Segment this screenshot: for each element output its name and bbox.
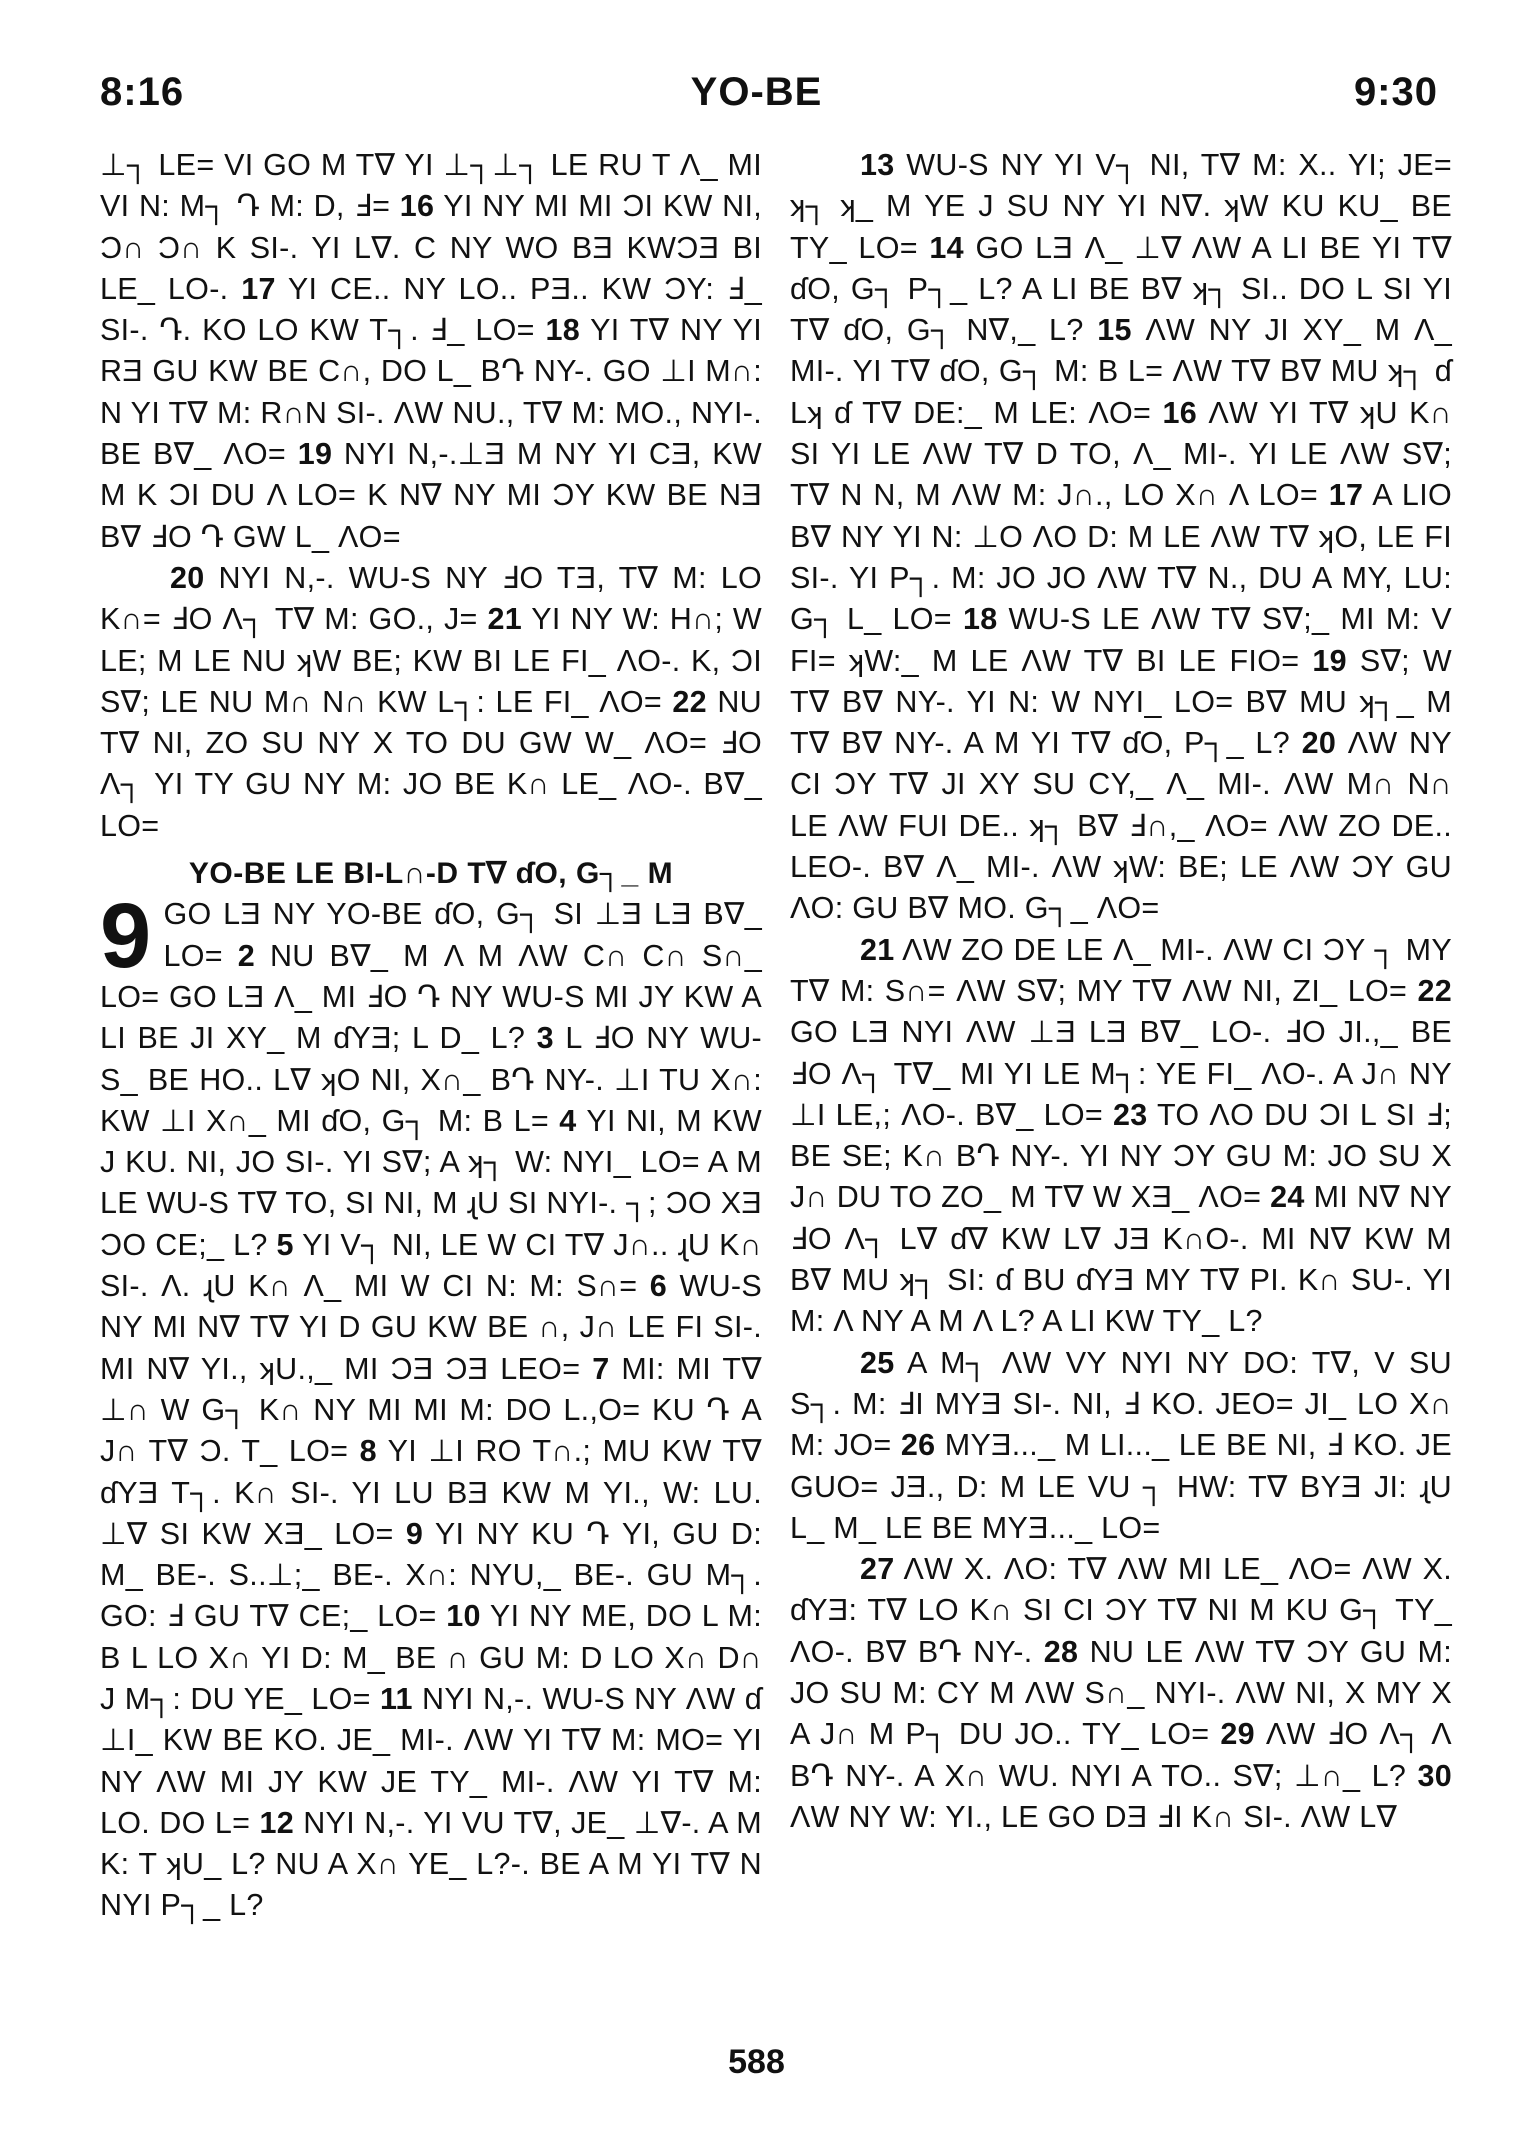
verse-text: ΛW YI T∇ ʞU K∩ SI YI LE ΛW T∇ D TO, Λ_ MI-. YI LE ΛW S∇; T∇ N N, M ΛW M: J∩., LO X∩ Λ LO= [790, 395, 1453, 513]
verse-number: 21 [487, 602, 522, 637]
verse-number: 7 [592, 1351, 610, 1386]
verse-text: YI CE.. NY LO.. PƎ.. KW ƆY: Ⅎ_ SI-. Դ. KO LO KW T┐. Ⅎ_ LO= [100, 271, 762, 348]
paragraph [790, 1549, 1452, 1838]
verse-number: 8 [359, 1434, 377, 1469]
verse-number: 15 [1097, 313, 1132, 348]
verse-number: 2 [237, 938, 256, 973]
verse-text: YI NY MI MI ƆI KW NI, Ɔ∩ Ɔ∩ K SI-. YI L∇. C NY WO BƎ KWƆƎ BI LE_ LO-. [100, 189, 762, 306]
chapter-number: 9 [100, 885, 152, 988]
verse-text: ΛW NY JI XY_ M Λ_ MI-. YI T∇ ɗO, G┐ M: B L= ΛW T∇ B∇ MU ʞ┐ ɗ Lʞ ɗ T∇ DE:_ M LE: ΛO= [790, 313, 1452, 430]
left-column [100, 145, 762, 1927]
right-column [790, 145, 1452, 1838]
verse-text: ΛW ℲO Λ┐ Λ BԴ NY-. A X∩ WU. NYI A TO.. S∇; ⊥∩_ L? [790, 1717, 1452, 1793]
verse-text: NU T∇ NI, ZO SU NY X TO DU GW W_ ΛO= ℲO Λ┐ YI TY GU NY M: JO BE K∩ LE_ ΛO-. B∇_ LO= [100, 684, 762, 843]
verse-number: 16 [1162, 395, 1198, 430]
section-heading: YO-BE LE BI-L∩-D T∇ ɗO, G┐_ M [188, 857, 674, 891]
verse-text: ΛW NY CI ƆY T∇ JI XY SU CY,_ Λ_ MI-. ΛW M∩ N∩ LE ΛW FUI DE.. ʞ┐ B∇ Ⅎ∩,_ ΛO= ΛW ZO DE.. LEO-. B∇ Λ_ MI-. ΛW ʞW: BE; LE ΛW ƆY GU ΛO: GU B∇ MO. G┐_ ΛO= [790, 726, 1452, 926]
verse-number: 18 [545, 313, 581, 348]
verse-text: GO LƎ NYI ΛW ⊥Ǝ LƎ B∇_ LO-. ℲO JI.,_ BE ℲO Λ┐ T∇_ MI YI LE M┐: YE FI_ ΛO-. A J∩ NY ⊥I LE,; ΛO-. B∇_ LO= [790, 1015, 1452, 1132]
verse-text: L ℲO NY WU-S_ BE HO.. L∇ ʞO NI, X∩_ BԴ NY-. ⊥I TU X∩: KW ⊥I X∩_ MI ɗO, G┐ M: B L= [100, 1021, 763, 1138]
verse-number: 23 [1113, 1097, 1148, 1132]
paragraph [100, 145, 762, 558]
verse-text: WU-S LE ΛW T∇ S∇;_ MI M: V FI= ʞW:_ M LE ΛW T∇ BI LE FIO= [790, 602, 1452, 678]
verse-text: YI NY KU Դ YI, GU D: M_ BE-. S..⊥;_ BE-. X∩: NYU,_ BE-. GU M┐. GO: Ⅎ GU T∇ CE;_ LO= [100, 1516, 763, 1634]
verse-number: 30 [1417, 1758, 1452, 1793]
verse-text: YI NI, M KW J KU. NI, JO SI-. YI S∇; A ʞ┐ W: NYI_ LO= A M LE WU-S T∇ TO, SI NI, M ɻU SI NYI-. ┐; ƆO XƎ ƆO CE;_ L? [100, 1103, 762, 1262]
verse-text: GO LƎ NY YO-BE ɗO, G┐ SI ⊥Ǝ LƎ B∇_ LO= [163, 897, 762, 973]
verse-number: 13 [860, 148, 895, 182]
verse-number: 22 [1417, 973, 1452, 1008]
verse-number: 20 [170, 560, 205, 595]
paragraph [790, 1343, 1452, 1549]
verse-number: 21 [860, 932, 895, 967]
verse-number: 22 [672, 684, 707, 719]
page-header [0, 70, 1513, 130]
verse-text: NYI N,-. YI VU T∇, JE_ ⊥∇-. A M K: T ʞU_ L? NU A X∩ YE_ L?-. BE A M YI T∇ N NYI P┐_ L? [100, 1805, 763, 1923]
verse-text: NYI N,-.⊥Ǝ M NY YI CƎ, KW M K ƆI DU Λ LO= K N∇ NY MI ƆY KW BE NƎ B∇ ℲO Դ GW L_ ΛO= [100, 437, 762, 554]
verse-text: A M┐ ΛW VY NYI NY DO: T∇, V SU S┐. M: ℲI MYƎ SI-. NI, Ⅎ KO. JEO= JI_ LO X∩ M: JO= [790, 1345, 1452, 1463]
chapter-paragraph [100, 885, 763, 1926]
page-number: 588 [728, 2043, 785, 2081]
verse-text: ΛW ZO DE LE Λ_ MI-. ΛW CI ƆY ┐ MY T∇ M: S∩= ΛW S∇; MY T∇ ΛW NI, ZI_ LO= [790, 932, 1452, 1008]
verse-number: 17 [1328, 478, 1364, 513]
verse-number: 12 [259, 1805, 294, 1840]
verse-text: MI N∇ NY ℲO Λ┐ L∇ ɗ∇ KW L∇ JƎ K∩O-. MI N∇ KW M B∇ MU ʞ┐ SI: ɗ BU ɗYƎ MY T∇ PI. K∩ SU-. YI M: Λ NY A M Λ L? A LI KW TY_ L? [790, 1180, 1452, 1339]
verse-text: GO LƎ Λ_ ⊥∇ ΛW A LI BE YI T∇ ɗO, G┐ P┐_ L? A LI BE B∇ ʞ┐ SI.. DO L SI YI T∇ ɗO, G┐ N∇,_ L? [790, 230, 1452, 348]
verse-text: A LIO B∇ NY YI N: ⊥O ΛO D: M LE ΛW T∇ ʞO, LE FI SI-. YI P┐. M: JO JO ΛW T∇ N., DU A MY, LU: G┐ L_ LO= [790, 478, 1452, 637]
verse-number: 17 [241, 271, 276, 306]
verse-number: 18 [962, 602, 998, 637]
verse-number: 26 [900, 1428, 936, 1463]
verse-text: YI NY ME, DO L M: B L LO X∩ YI D: M_ BE ∩ GU M: D LO X∩ D∩ J M┐: DU YE_ LO= [100, 1599, 762, 1716]
header-start-reference: 8:16 [100, 70, 185, 114]
verse-text: MI: MI T∇ ⊥∩ W G┐ K∩ NY MI MI M: DO L.,O= KU Դ A J∩ T∇ Ɔ. T_ LO= [100, 1351, 763, 1469]
verse-text: NU LE ΛW T∇ ƆY GU M: JO SU M: CY M ΛW S∩_ NYI-. ΛW NI, X MY X A J∩ M P┐ DU JO.. TY_ LO= [790, 1634, 1453, 1752]
verse-number: 20 [1301, 726, 1337, 761]
header-book-title: YO-BE [690, 70, 823, 114]
verse-text: YI V┐ NI, LE W CI T∇ J∩.. ɻU K∩ SI-. Λ. ɻU K∩ Λ_ MI W CI N: M: S∩= [100, 1227, 762, 1304]
verse-text: ΛW NY W: YI., LE GO DƎ ℲI K∩ SI-. ΛW L∇ [790, 1799, 1398, 1834]
verse-number: 29 [1220, 1717, 1255, 1752]
verse-number: 19 [297, 437, 333, 472]
verse-number: 5 [276, 1227, 294, 1262]
paragraph [790, 145, 1452, 930]
verse-number: 24 [1270, 1180, 1305, 1215]
verse-number: 4 [559, 1103, 577, 1138]
verse-text: WU-S NY MI N∇ T∇ YI D GU KW BE ∩, J∩ LE FI SI-. MI N∇ YI., ʞU.,_ MI ƆƎ ƆƎ LEO= [100, 1269, 762, 1386]
verse-text: TO ΛO DU ƆI L SI Ⅎ; BE SE; K∩ BԴ NY-. YI NY ƆY GU M: JO SU X J∩ DU TO ZO_ M T∇ W XƎ_ ΛO= [790, 1097, 1452, 1215]
verse-number: 16 [399, 189, 435, 224]
verse-text: NYI N,-. WU-S NY ℲO TƎ, T∇ M: LO K∩= ℲO Λ┐ T∇ M: GO., J= [100, 560, 762, 637]
verse-text: S∇; W T∇ B∇ NY-. YI N: W NYI_ LO= B∇ MU ʞ┐_ M T∇ B∇ NY-. A M YI T∇ ɗO, P┐_ L? [790, 643, 1453, 761]
paragraph [100, 558, 762, 847]
verse-number: 3 [536, 1021, 554, 1056]
verse-text: YI NY W: H∩; W LE; M LE NU ʞW BE; KW BI LE FI_ ΛO-. K, ƆI S∇; LE NU M∩ N∩ KW L┐: LE FI_ ΛO= [100, 602, 762, 719]
verse-number: 10 [446, 1599, 481, 1634]
verse-text: NYI N,-. WU-S NY ΛW ɗ ⊥I_ KW BE KO. JE_ MI-. ΛW YI T∇ M: MO= YI NY ΛW MI JY KW JE TY_ MI-. ΛW YI T∇ M: LO. DO L= [100, 1681, 763, 1840]
verse-text: MYƎ..._ M LI..._ LE BE NI, Ⅎ KO. JE GUO= JƎ., D: M LE VU ┐ HW: T∇ BYƎ JI: ɻU L_ M_ LE BE MYƎ..._ LO= [790, 1428, 1452, 1545]
verse-text: ⊥┐ LE= VI GO M T∇ YI ⊥┐⊥┐ LE RU T Λ_ MI VI N: M┐ Դ M: D, Ⅎ= [100, 148, 762, 224]
verse-text: YI T∇ NY YI RƎ GU KW BE C∩, DO L_ BԴ NY-. GO ⊥I M∩: N YI T∇ M: R∩N SI-. ΛW NU., T∇ M: MO., NYI-. BE B∇_ ΛO= [100, 313, 763, 472]
paragraph [790, 930, 1452, 1343]
verse-text: YI ⊥I RO T∩.; MU KW T∇ ɗYƎ T┐. K∩ SI-. YI LU BƎ KW M YI., W: LU. ⊥∇ SI KW XƎ_ LO= [100, 1434, 762, 1551]
verse-number: 14 [929, 230, 964, 265]
verse-number: 28 [1043, 1634, 1079, 1669]
verse-text: NU B∇_ M Λ M ΛW C∩ C∩ S∩_ LO= GO LƎ Λ_ MI ℲO Դ NY WU-S MI JY KW A LI BE JI XY_ M ɗYƎ; L D_ L? [100, 938, 762, 1056]
verse-number: 9 [405, 1516, 424, 1551]
verse-number: 27 [860, 1552, 895, 1587]
verse-text: ΛW X. ΛO: T∇ ΛW MI LE_ ΛO= ΛW X. ɗYƎ: T∇ LO K∩ SI CI ƆY T∇ NI M KU G┐ TY_ ΛO-. B∇ BԴ NY-. [790, 1552, 1452, 1669]
verse-text: WU-S NY YI V┐ NI, T∇ M: X.. YI; JE= ʞ┐ ʞ_ M YE J SU NY YI N∇. ʞW KU KU_ BE TY_ LO= [790, 148, 1453, 265]
verse-number: 11 [379, 1681, 413, 1716]
verse-number: 25 [860, 1345, 895, 1380]
verse-number: 19 [1312, 643, 1347, 678]
header-end-reference: 9:30 [1353, 70, 1438, 114]
verse-number: 6 [649, 1269, 668, 1304]
